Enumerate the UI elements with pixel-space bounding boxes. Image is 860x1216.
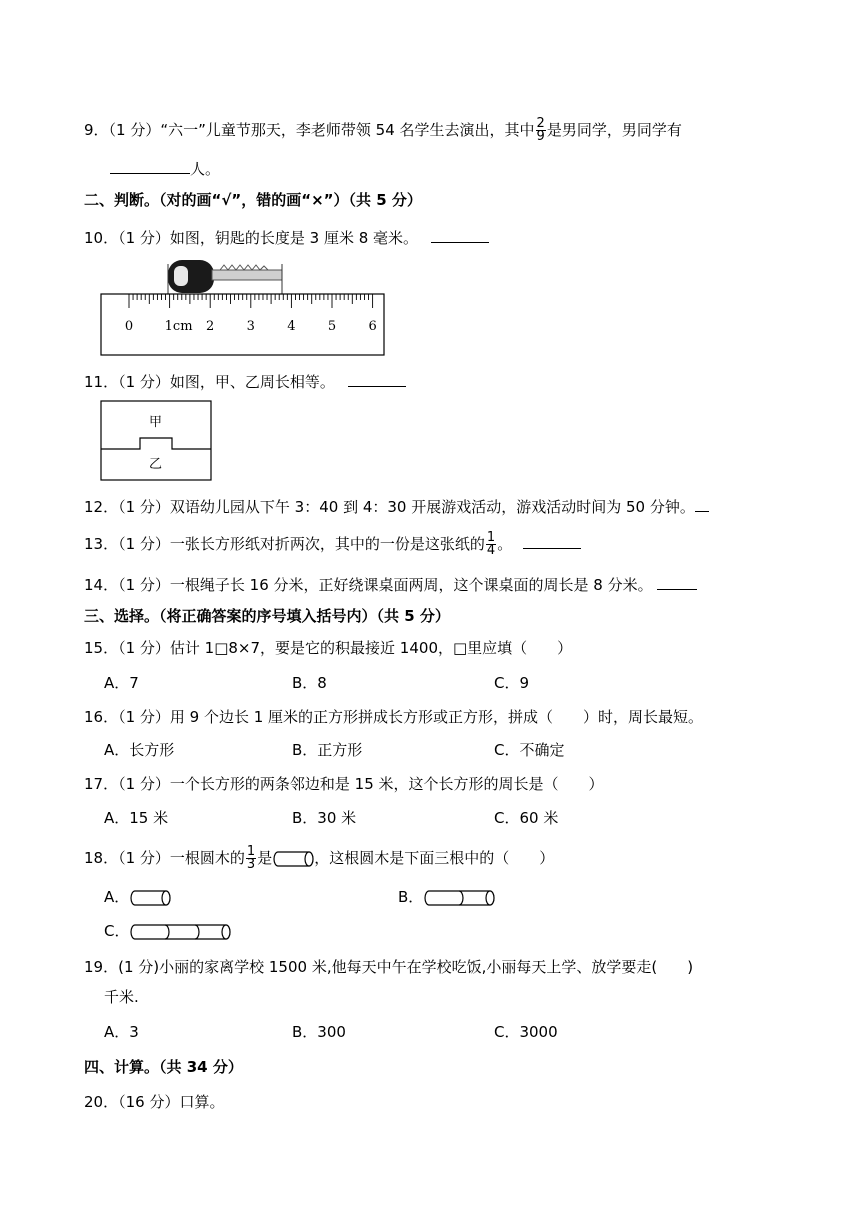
- question-17: 17．（1 分）一个长方形的两条邻边和是 15 米，这个长方形的周长是（ ）: [84, 775, 604, 793]
- answer-blank[interactable]: [431, 226, 489, 243]
- q9-suffix: 是男同学，男同学有: [546, 121, 682, 139]
- ruler-key-figure: [100, 250, 385, 356]
- q15-option-c[interactable]: C．9: [494, 674, 530, 692]
- q13-fraction: $\frac{1}{4}$: [486, 530, 496, 558]
- shape-jia-yi-figure: [100, 400, 212, 481]
- q17-option-b[interactable]: B．30 米: [292, 809, 357, 827]
- q19-option-a[interactable]: A．3: [104, 1023, 139, 1041]
- section-title-2: 二、判断。（对的画“√”，错的画“×”）（共 5 分）: [84, 191, 422, 209]
- question-16: 16．（1 分）用 9 个边长 1 厘米的正方形拼成长方形或正方形，拼成（ ）时，周长最短。: [84, 708, 704, 726]
- question-15: 15．（1 分）估计 1□8×7，要是它的积最接近 1400，□里应填（ ）: [84, 639, 573, 657]
- ruler-label: 4: [287, 319, 296, 334]
- log-three-icon: [129, 923, 233, 941]
- q18-option-b[interactable]: B．: [398, 887, 497, 907]
- q15-option-a[interactable]: A．7: [104, 674, 139, 692]
- question-18: 18．（1 分）一根圆木的 $\frac{1}{3}$ 是 ，这根圆木是下面三根中的（ ）: [84, 844, 555, 872]
- question-11: 11．（1 分）如图，甲、乙周长相等。: [84, 370, 406, 392]
- answer-blank[interactable]: [110, 157, 190, 174]
- question-19: 19．(1 分)小丽的家离学校 1500 米,他每天中午在学校吃饭,小丽每天上学、放学要走( ): [84, 958, 694, 976]
- ruler-label: 1cm: [164, 319, 193, 334]
- ruler-label: 2: [206, 319, 215, 334]
- q18-fraction: $\frac{1}{3}$: [246, 844, 256, 872]
- answer-blank[interactable]: [657, 573, 697, 590]
- key-icon: [168, 260, 282, 296]
- answer-blank[interactable]: [695, 495, 709, 512]
- q9-prefix: 9．（1 分）“六一”儿童节那天，李老师带领 54 名学生去演出，其中: [84, 121, 535, 139]
- q16-option-b[interactable]: B．正方形: [292, 741, 363, 759]
- q18-option-c[interactable]: C．: [104, 921, 233, 941]
- q18-option-a[interactable]: A．: [104, 887, 173, 907]
- answer-blank[interactable]: [523, 532, 581, 549]
- question-9: [84, 118, 682, 143]
- question-14: 14．（1 分）一根绳子长 16 分米，正好绕课桌面两周，这个课桌面的周长是 8 分米。: [84, 573, 697, 595]
- label-yi: 乙: [149, 457, 163, 472]
- question-13: 13．（1 分）一张长方形纸对折两次，其中的一份是这张纸的 $\frac{1}{4}$ 。: [84, 532, 581, 557]
- ruler-label: 0: [124, 319, 134, 334]
- log-one-icon: [129, 889, 173, 907]
- question-20: 20．（16 分）口算。: [84, 1093, 225, 1111]
- label-jia: 甲: [149, 415, 163, 430]
- section-title-4: 四、计算。（共 34 分）: [84, 1058, 243, 1076]
- q16-option-a[interactable]: A．长方形: [104, 741, 175, 759]
- q9-fraction: $\frac{2}{9}$: [536, 116, 545, 144]
- q19-option-c[interactable]: C．3000: [494, 1023, 558, 1041]
- q19-option-b[interactable]: B．300: [292, 1023, 346, 1041]
- ruler-label: 3: [246, 319, 255, 334]
- q17-option-a[interactable]: A．15 米: [104, 809, 169, 827]
- ruler-label: 6: [368, 319, 377, 334]
- log-two-icon: [423, 889, 497, 907]
- ruler-label: 5: [327, 319, 337, 334]
- q15-option-b[interactable]: B．8: [292, 674, 327, 692]
- question-19-line2: 千米.: [104, 988, 139, 1006]
- question-10: 10．（1 分）如图，钥匙的长度是 3 厘米 8 毫米。: [84, 226, 489, 248]
- q17-option-c[interactable]: C．60 米: [494, 809, 559, 827]
- section-title-3: 三、选择。（将正确答案的序号填入括号内）（共 5 分）: [84, 607, 450, 625]
- q16-option-c[interactable]: C．不确定: [494, 741, 565, 759]
- answer-blank[interactable]: [348, 370, 406, 387]
- question-12: 12．（1 分）双语幼儿园从下午 3：40 到 4：30 开展游戏活动，游戏活动时间为 50 分钟。: [84, 495, 709, 517]
- ruler-body: [101, 294, 384, 355]
- log-piece-icon: [272, 850, 314, 868]
- question-9-line2: 人。: [110, 157, 220, 179]
